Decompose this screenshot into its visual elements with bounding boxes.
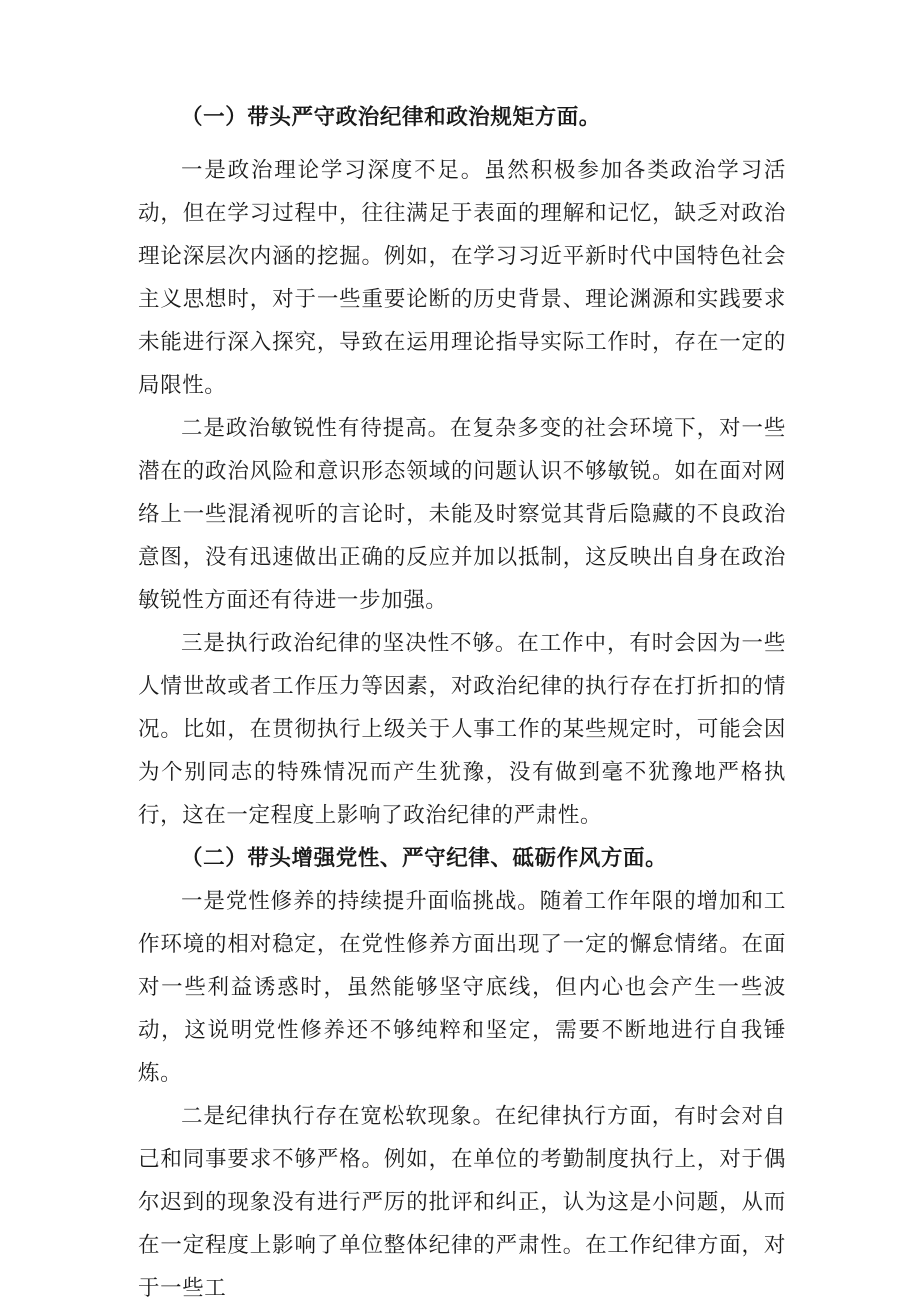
section-heading-2: （二）带头增强党性、严守纪律、砥砺作风方面。 (181, 846, 668, 871)
paragraph-1-2: 二是政治敏锐性有待提高。在复杂多变的社会环境下，对一些潜在的政治风险和意识形态领域的问题认识不够敏锐。如在面对网络上一些混淆视听的言论时，未能及时察觉其背后隐藏的不良政治意图，没有迅速做出正确的反应并加以抵制，这反映出自身在政治敏锐性方面还有待进一步加强。 (138, 416, 786, 613)
paragraph-2-1: 一是党性修养的持续提升面临挑战。随着工作年限的增加和工作环境的相对稳定，在党性修养方面出现了一定的懈怠情绪。在面对一些利益诱惑时，虽然能够坚守底线，但内心也会产生一些波动，这说明党性修养还不够纯粹和坚定，需要不断地进行自我锤炼。 (138, 889, 786, 1086)
document-body (138, 96, 786, 1310)
paragraph-1-1: 一是政治理论学习深度不足。虽然积极参加各类政治学习活动，但在学习过程中，往往满足于表面的理解和记忆，缺乏对政治理论深层次内涵的挖掘。例如，在学习习近平新时代中国特色社会主义思想时，对于一些重要论断的历史背景、理论渊源和实践要求未能进行深入探究，导致在运用理论指导实际工作时，存在一定的局限性。 (138, 158, 786, 398)
section-heading-1: （一）带头严守政治纪律和政治规矩方面。 (181, 105, 601, 130)
paragraph-1-3: 三是执行政治纪律的坚决性不够。在工作中，有时会因为一些人情世故或者工作压力等因素，对政治纪律的执行存在打折扣的情况。比如，在贯彻执行上级关于人事工作的某些规定时，可能会因为个别同志的特殊情况而产生犹豫，没有做到毫不犹豫地严格执行，这在一定程度上影响了政治纪律的严肃性。 (138, 631, 786, 828)
paragraph-2-2: 二是纪律执行存在宽松软现象。在纪律执行方面，有时会对自己和同事要求不够严格。例如，在单位的考勤制度执行上，对于偶尔迟到的现象没有进行严厉的批评和纠正，认为这是小问题，从而在一定程度上影响了单位整体纪律的严肃性。在工作纪律方面，对于一些工 (138, 1104, 786, 1301)
